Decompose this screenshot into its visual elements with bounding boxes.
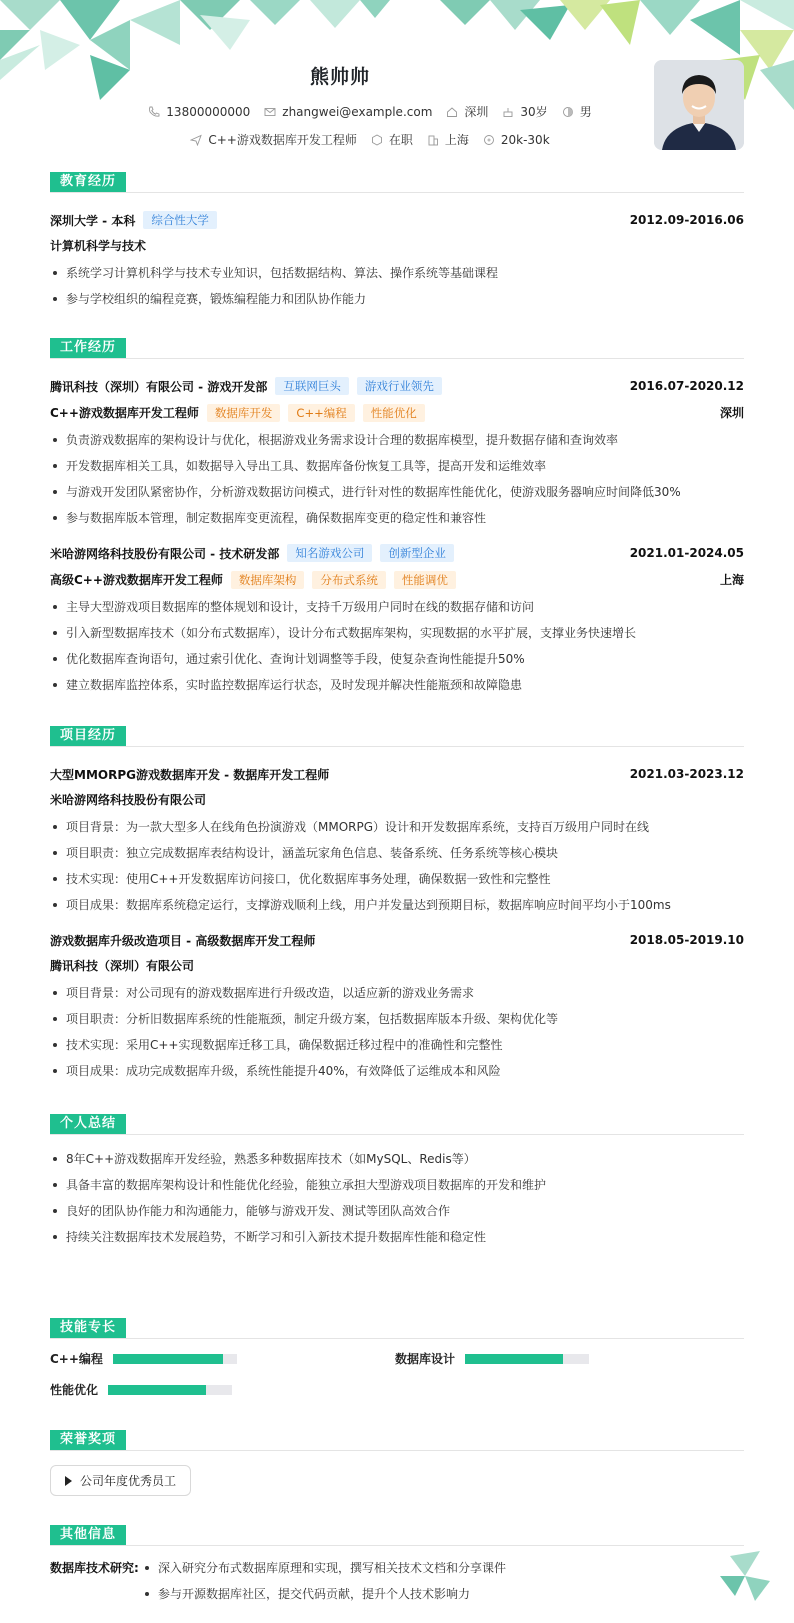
project-name: 大型MMORPG游戏数据库开发 - 数据库开发工程师 (50, 767, 330, 782)
age-text: 30岁 (520, 105, 548, 119)
list-item: 引入新型数据库技术（如分布式数据库），设计分布式数据库架构，实现数据的水平扩展，支撑业务快速增长 (50, 620, 744, 646)
skill-tag: 数据库开发 (207, 404, 281, 422)
list-item: 项目背景：对公司现有的游戏数据库进行升级改造，以适应新的游戏业务需求 (50, 980, 744, 1006)
work-city: 上海 (719, 573, 744, 587)
cake-icon (502, 106, 514, 118)
company-name: 米哈游网络科技股份有限公司 - 技术研发部 (50, 546, 280, 561)
skill-item (395, 1350, 740, 1367)
list-item: 技术实现：使用C++开发数据库访问接口，优化数据库事务处理，确保数据一致性和完整性 (50, 866, 744, 892)
summary-section (50, 1114, 744, 1250)
mail-icon (264, 106, 276, 118)
other-label: 数据库技术研究: (50, 1561, 139, 1575)
skill-tag: 数据库架构 (231, 571, 305, 589)
project-company: 腾讯科技（深圳）有限公司 (50, 959, 195, 973)
target-job-info (190, 131, 357, 148)
section-title: 教育经历 (50, 172, 126, 192)
send-icon (190, 134, 202, 146)
company-tag: 互联网巨头 (275, 377, 349, 395)
candidate-name: 熊帅帅 (309, 66, 370, 88)
list-item: 项目成果：成功完成数据库升级，系统性能提升40%，有效降低了运维成本和风险 (50, 1058, 744, 1084)
avatar-photo (654, 60, 744, 150)
skills-section (50, 1318, 744, 1398)
section-divider (50, 358, 744, 359)
job-intent-row (0, 131, 740, 148)
target-city-text: 上海 (444, 133, 469, 147)
project-bullets (50, 980, 744, 1084)
list-item: 系统学习计算机科学与技术专业知识，包括数据结构、算法、操作系统等基础课程 (50, 260, 744, 286)
other-entry (50, 1555, 744, 1607)
section-title: 荣誉奖项 (50, 1430, 126, 1450)
skill-item (50, 1350, 395, 1367)
contact-row (0, 103, 740, 120)
list-item: 参与开源数据库社区，提交代码贡献，提升个人技术影响力 (142, 1581, 506, 1607)
work-title-row (50, 565, 744, 594)
list-item: 优化数据库查询语句，通过索引优化、查询计划调整等手段，使复杂查询性能提升50% (50, 646, 744, 672)
work-title-row (50, 398, 744, 427)
project-company: 米哈游网络科技股份有限公司 (50, 793, 207, 807)
project-entry (50, 762, 744, 918)
award-card (50, 1465, 191, 1496)
section-divider (50, 746, 744, 747)
education-header (50, 172, 744, 194)
school-name: 深圳大学 - 本科 (50, 213, 136, 228)
list-item: 深入研究分布式数据库原理和实现，撰写相关技术文档和分享课件 (142, 1555, 506, 1581)
section-title: 项目经历 (50, 726, 126, 746)
gender-text: 男 (579, 105, 592, 119)
list-item: 负责游戏数据库的架构设计与优化，根据游戏业务需求设计合理的数据库模型，提升数据存储和查询效率 (50, 427, 744, 453)
work-entry (50, 374, 744, 531)
project-entry (50, 928, 744, 1084)
coin-icon (483, 134, 495, 146)
work-company-row (50, 541, 744, 565)
skill-tag: 性能调优 (394, 571, 456, 589)
education-row (50, 208, 744, 232)
summary-bullets (50, 1146, 744, 1250)
corner-decoration (720, 1551, 770, 1601)
building-icon (427, 134, 439, 146)
home-icon (446, 106, 458, 118)
play-icon (65, 1476, 72, 1486)
project-date: 2021.03-2023.12 (629, 767, 744, 781)
work-bullets (50, 427, 744, 531)
other-bullets (142, 1555, 506, 1607)
section-divider (50, 1450, 744, 1451)
company-tag: 知名游戏公司 (287, 544, 372, 562)
major: 计算机科学与技术 (50, 239, 147, 253)
section-title: 其他信息 (50, 1525, 126, 1545)
project-name-row (50, 762, 744, 786)
skill-name: 性能优化 (50, 1383, 99, 1397)
phone-text: 13800000000 (166, 104, 251, 119)
skill-bar (108, 1385, 232, 1395)
section-divider (50, 1134, 744, 1135)
skills-header (50, 1318, 744, 1340)
section-title: 技能专长 (50, 1318, 126, 1338)
status-icon (371, 134, 383, 146)
list-item: 项目背景：为一款大型多人在线角色扮演游戏（MMORPG）设计和开发数据库系统，支持百万级用户同时在线 (50, 814, 744, 840)
skill-bar-fill (465, 1354, 563, 1364)
project-date: 2018.05-2019.10 (629, 933, 744, 947)
city-info (446, 103, 488, 120)
status-text: 在职 (388, 133, 413, 147)
work-bullets (50, 594, 744, 698)
skill-tag: C++编程 (288, 404, 354, 422)
company-tag: 游戏行业领先 (357, 377, 442, 395)
age-info (502, 103, 547, 120)
salary-info (483, 133, 550, 147)
salary-text: 20k-30k (500, 132, 550, 147)
list-item: 良好的团队协作能力和沟通能力，能够与游戏开发、测试等团队高效合作 (50, 1198, 744, 1224)
work-header (50, 338, 744, 360)
list-item: 8年C++游戏数据库开发经验，熟悉多种数据库技术（如MySQL、Redis等） (50, 1146, 744, 1172)
city-text: 深圳 (464, 105, 489, 119)
skills-grid (50, 1350, 744, 1398)
section-divider (50, 1545, 744, 1546)
skill-bar (465, 1354, 589, 1364)
section-title: 工作经历 (50, 338, 126, 358)
section-divider (50, 1338, 744, 1339)
projects-section (50, 726, 744, 1084)
list-item: 具备丰富的数据库架构设计和性能优化经验，能独立承担大型游戏项目数据库的开发和维护 (50, 1172, 744, 1198)
target-city-info (427, 131, 469, 148)
skill-bar-fill (108, 1385, 206, 1395)
list-item: 项目职责：独立完成数据库表结构设计，涵盖玩家角色信息、装备系统、任务系统等核心模块 (50, 840, 744, 866)
project-name: 游戏数据库升级改造项目 - 高级数据库开发工程师 (50, 933, 316, 948)
email-text: zhangwei@example.com (282, 104, 433, 119)
education-date: 2012.09-2016.06 (629, 213, 744, 227)
skill-bar (113, 1354, 237, 1364)
list-item: 项目职责：分析旧数据库系统的性能瓶颈，制定升级方案，包括数据库版本升级、架构优化等 (50, 1006, 744, 1032)
list-item: 与游戏开发团队紧密协作，分析游戏数据访问模式，进行针对性的数据库性能优化，使游戏服务器响应时间降低30% (50, 479, 744, 505)
skill-name: 数据库设计 (395, 1352, 456, 1366)
list-item: 参与学校组织的编程竞赛，锻炼编程能力和团队协作能力 (50, 286, 744, 312)
summary-header (50, 1114, 744, 1136)
work-date: 2021.01-2024.05 (629, 546, 744, 560)
work-city: 深圳 (719, 406, 744, 420)
company-tag: 创新型企业 (380, 544, 454, 562)
skill-bar-fill (113, 1354, 223, 1364)
skill-tag: 分布式系统 (312, 571, 386, 589)
job-title: 高级C++游戏数据库开发工程师 (50, 573, 223, 587)
work-entry (50, 541, 744, 698)
skill-item (50, 1381, 395, 1398)
award-name: 公司年度优秀员工 (80, 1474, 177, 1488)
work-date: 2016.07-2020.12 (629, 379, 744, 393)
phone-icon (148, 106, 160, 118)
phone-info (148, 105, 250, 119)
awards-section (50, 1430, 744, 1496)
status-info (371, 131, 413, 148)
section-divider (50, 192, 744, 193)
list-item: 技术实现：采用C++实现数据库迁移工具，确保数据迁移过程中的准确性和完整性 (50, 1032, 744, 1058)
awards-header (50, 1430, 744, 1452)
list-item: 持续关注数据库技术发展趋势，不断学习和引入新技术提升数据库性能和稳定性 (50, 1224, 744, 1250)
list-item: 参与数据库版本管理，制定数据库变更流程，确保数据库变更的稳定性和兼容性 (50, 505, 744, 531)
education-bullets (50, 260, 744, 312)
company-name: 腾讯科技（深圳）有限公司 - 游戏开发部 (50, 379, 268, 394)
other-header (50, 1525, 744, 1547)
gender-icon (562, 106, 574, 118)
school-tag: 综合性大学 (143, 211, 217, 229)
target-job-text: C++游戏数据库开发工程师 (208, 133, 357, 147)
section-title: 个人总结 (50, 1114, 126, 1134)
job-title: C++游戏数据库开发工程师 (50, 406, 199, 420)
work-company-row (50, 374, 744, 398)
project-bullets (50, 814, 744, 918)
project-name-row (50, 928, 744, 952)
gender-info (562, 103, 592, 120)
work-section (50, 338, 744, 698)
other-section (50, 1525, 744, 1607)
education-section (50, 172, 744, 312)
projects-header (50, 726, 744, 748)
skill-name: C++编程 (50, 1352, 103, 1366)
email-info (264, 105, 432, 119)
skill-tag: 性能优化 (363, 404, 425, 422)
list-item: 项目成果：数据库系统稳定运行，支撑游戏顺利上线，用户并发量达到预期目标，数据库响应时间平均小于100ms (50, 892, 744, 918)
list-item: 主导大型游戏项目数据库的整体规划和设计，支持千万级用户同时在线的数据存储和访问 (50, 594, 744, 620)
avatar (654, 60, 744, 150)
list-item: 建立数据库监控体系，实时监控数据库运行状态，及时发现并解决性能瓶颈和故障隐患 (50, 672, 744, 698)
list-item: 开发数据库相关工具，如数据导入导出工具、数据库备份恢复工具等，提高开发和运维效率 (50, 453, 744, 479)
